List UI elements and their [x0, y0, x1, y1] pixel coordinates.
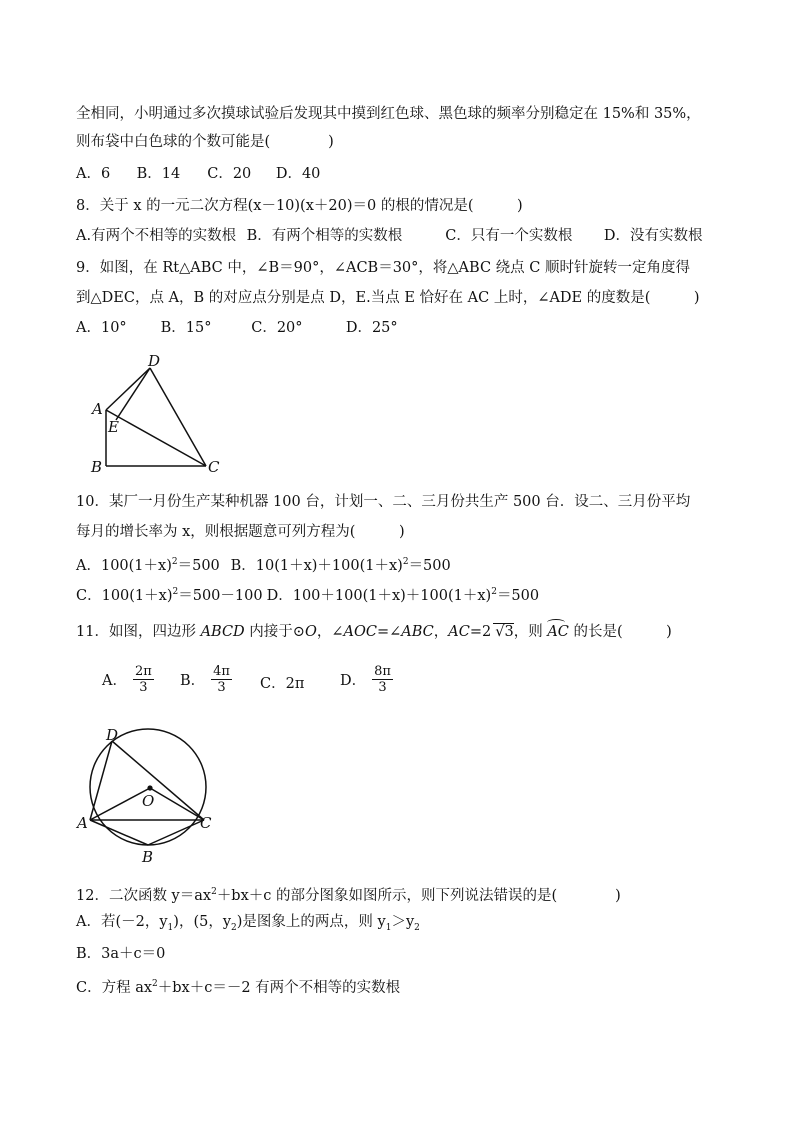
q10-option-d: D．$100+100(1+x)+100(1+x)^2=500$ — [266, 587, 540, 604]
q11-label-o: O — [142, 792, 155, 810]
q8-stem: 8．关于 x 的一元二次方程(x－10)(x＋20)＝0 的根的情况是( ) — [76, 198, 523, 214]
q10-options-ab — [76, 552, 451, 576]
q7-option-c: C．20 — [207, 166, 252, 182]
q7-option-a: A．6 — [76, 166, 111, 182]
q10-option-c: C．$100(1+x)^2=500-100$ — [76, 587, 263, 604]
q7-option-d: D．40 — [275, 166, 321, 182]
q10-line2: 每月的增长率为 x，则根据题意可列方程为( ) — [76, 524, 405, 540]
q9-label-c: C — [208, 458, 220, 476]
q11-option-b: B． $\frac{4\pi}{3}$ — [180, 664, 230, 695]
q11-label-c: C — [200, 814, 212, 832]
q9-option-a: A．10° — [76, 320, 127, 336]
q11-label-d: D — [106, 726, 119, 744]
q9-line1: 9．如图，在 Rt△ABC 中，∠B＝90°，∠ACB＝30°，将△ABC 绕点 C 顺时针旋转一定角度得 — [76, 260, 690, 276]
q11-label-b: B — [142, 848, 154, 866]
q7-line1: 全相同，小明通过多次摸球试验后发现其中摸到红色球、黑色球的频率分别稳定在 15%和 35%， — [76, 106, 701, 122]
q12-option-c: C．方程 $ax^2+bx+c=-2$ 有两个不相等的实数根 — [76, 979, 401, 996]
q10-option-a: A．$100(1+x)^2=500$ — [76, 557, 220, 574]
q11-label-a: A — [77, 814, 88, 832]
q11-option-c: C．2π — [260, 676, 305, 692]
q8-option-d: D．没有实数根 — [603, 228, 703, 244]
q7-option-b: B．14 — [136, 166, 181, 182]
q9-option-c: C．20° — [251, 320, 303, 336]
q12-option-b: B．3a＋c＝0 — [76, 946, 166, 962]
q8-option-c: C．只有一个实数根 — [445, 228, 573, 244]
q9-option-b: B．15° — [160, 320, 212, 336]
q11-option-d: D． $\frac{8\pi}{3}$ — [340, 664, 391, 695]
q7-options — [76, 164, 320, 184]
q10-line1: 10．某厂一月份生产某种机器 100 台，计划一、二、三月份共生产 500 台．设二、三月份平均 — [76, 494, 691, 510]
q12-stem: 12．二次函数 $y=ax^2+bx+c$ 的部分图象如图所示，则下列说法错误的是( ) — [76, 887, 621, 904]
q9-label-a: A — [92, 400, 103, 418]
q8-option-a: A.有两个不相等的实数根 — [76, 228, 237, 244]
q7-line2: 则布袋中白色球的个数可能是( ) — [76, 134, 334, 150]
q9-label-b: B — [91, 458, 103, 476]
q9-label-d: D — [148, 352, 161, 370]
q10-options-cd — [76, 582, 539, 606]
q8-option-b: B．有两个相等的实数根 — [246, 228, 403, 244]
sqrt-symbol: √3 — [495, 624, 514, 640]
q8-options — [76, 226, 702, 246]
q10-option-b: B．$10(1+x)+100(1+x)^2=500$ — [230, 557, 451, 574]
q9-option-d: D．25° — [345, 320, 398, 336]
q11-stem: 11．如图，四边形 ABCD 内接于⊙O，∠AOC=∠ABC，AC=2 √3，则 AC 的长是( ) — [76, 624, 672, 640]
q11-option-a: A． $\frac{2\pi}{3}$ — [102, 664, 152, 695]
q9-label-e: E — [108, 418, 119, 436]
q9-options — [76, 318, 398, 338]
q12-option-a: A．若(－2，$y_1$)，(5，$y_2$)是图象上的两点，则 $y_1>y_2$ — [76, 914, 420, 933]
arc-ac: AC — [547, 624, 569, 640]
q9-line2: 到△DEC，点 A，B 的对应点分别是点 D，E.当点 E 恰好在 AC 上时，∠ADE 的度数是( ) — [76, 290, 700, 306]
